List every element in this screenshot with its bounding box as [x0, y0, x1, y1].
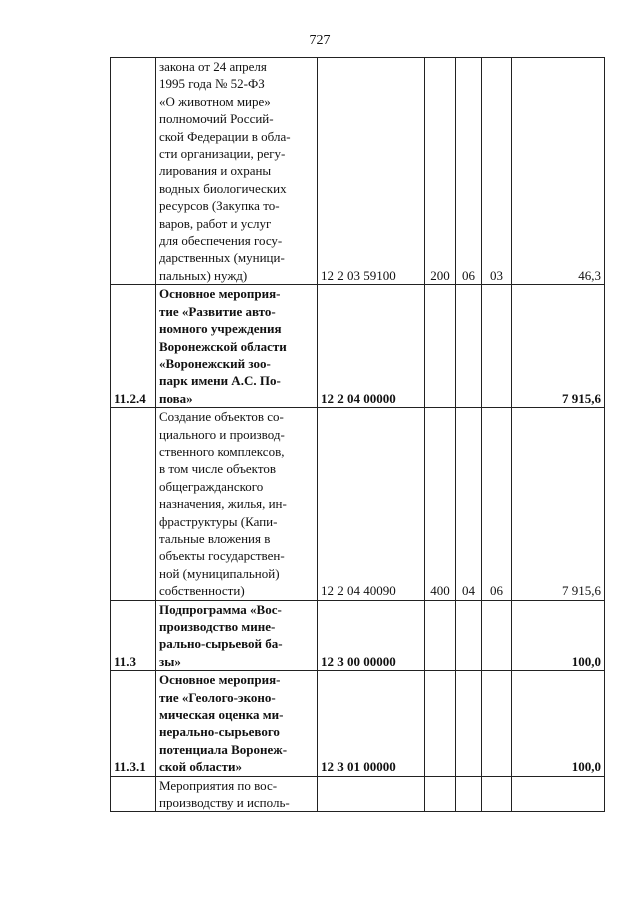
row-amount: [512, 776, 605, 812]
row-code: 12 3 00 00000: [318, 600, 425, 671]
row-rz: 04: [456, 408, 482, 600]
row-pr: [482, 776, 512, 812]
row-number: [111, 776, 156, 812]
row-description: Создание объектов со- циального и производ- ственного комплексов, в том числе объектов общегражданского назначения, жилья, ин- фраструктуры (Капи- тальные вложения в объекты государствен- ной (муниципальной) собственности): [156, 408, 318, 600]
row-description: Подпрограмма «Вос- производство мине- рально-сырьевой ба- зы»: [156, 600, 318, 671]
row-vr: [425, 600, 456, 671]
table-row: [111, 776, 605, 812]
table-row: [111, 408, 605, 600]
table-row: [111, 58, 605, 285]
row-vr: [425, 285, 456, 408]
row-pr: [482, 671, 512, 776]
budget-table: [110, 57, 605, 812]
row-rz: 06: [456, 58, 482, 285]
table-row: [111, 285, 605, 408]
row-number: 11.2.4: [111, 285, 156, 408]
row-amount: 46,3: [512, 58, 605, 285]
row-description: Основное мероприя- тие «Геолого-эконо- мическая оценка ми- нерально-сырьевого потенциала Воронеж- ской области»: [156, 671, 318, 776]
row-description: Мероприятия по вос- производству и исполь-: [156, 776, 318, 812]
row-number: 11.3: [111, 600, 156, 671]
row-number: [111, 58, 156, 285]
row-number: 11.3.1: [111, 671, 156, 776]
row-pr: [482, 285, 512, 408]
row-pr: 06: [482, 408, 512, 600]
row-code: 12 2 04 40090: [318, 408, 425, 600]
row-pr: 03: [482, 58, 512, 285]
row-pr: [482, 600, 512, 671]
row-description: Основное мероприя- тие «Развитие авто- номного учреждения Воронежской области «Воронежский зоо- парк имени А.С. По- пова»: [156, 285, 318, 408]
row-code: 12 3 01 00000: [318, 671, 425, 776]
row-amount: 7 915,6: [512, 408, 605, 600]
row-vr: [425, 776, 456, 812]
table-row: [111, 600, 605, 671]
row-rz: [456, 285, 482, 408]
row-amount: 100,0: [512, 671, 605, 776]
row-description: закона от 24 апреля 1995 года № 52-ФЗ «О животном мире» полномочий Россий- ской Федерации в обла- сти организации, регу- лирования и охраны водных биологических ресурсов (Закупка то- варов, работ и услуг для обеспечения госу- дарственных (муници- пальных) нужд): [156, 58, 318, 285]
row-number: [111, 408, 156, 600]
row-rz: [456, 600, 482, 671]
row-vr: 200: [425, 58, 456, 285]
page-number: 727: [309, 33, 331, 48]
row-code: 12 2 03 59100: [318, 58, 425, 285]
row-amount: 7 915,6: [512, 285, 605, 408]
row-rz: [456, 671, 482, 776]
row-vr: [425, 671, 456, 776]
table-row: [111, 671, 605, 776]
row-code: 12 2 04 00000: [318, 285, 425, 408]
row-rz: [456, 776, 482, 812]
row-vr: 400: [425, 408, 456, 600]
row-code: [318, 776, 425, 812]
row-amount: 100,0: [512, 600, 605, 671]
